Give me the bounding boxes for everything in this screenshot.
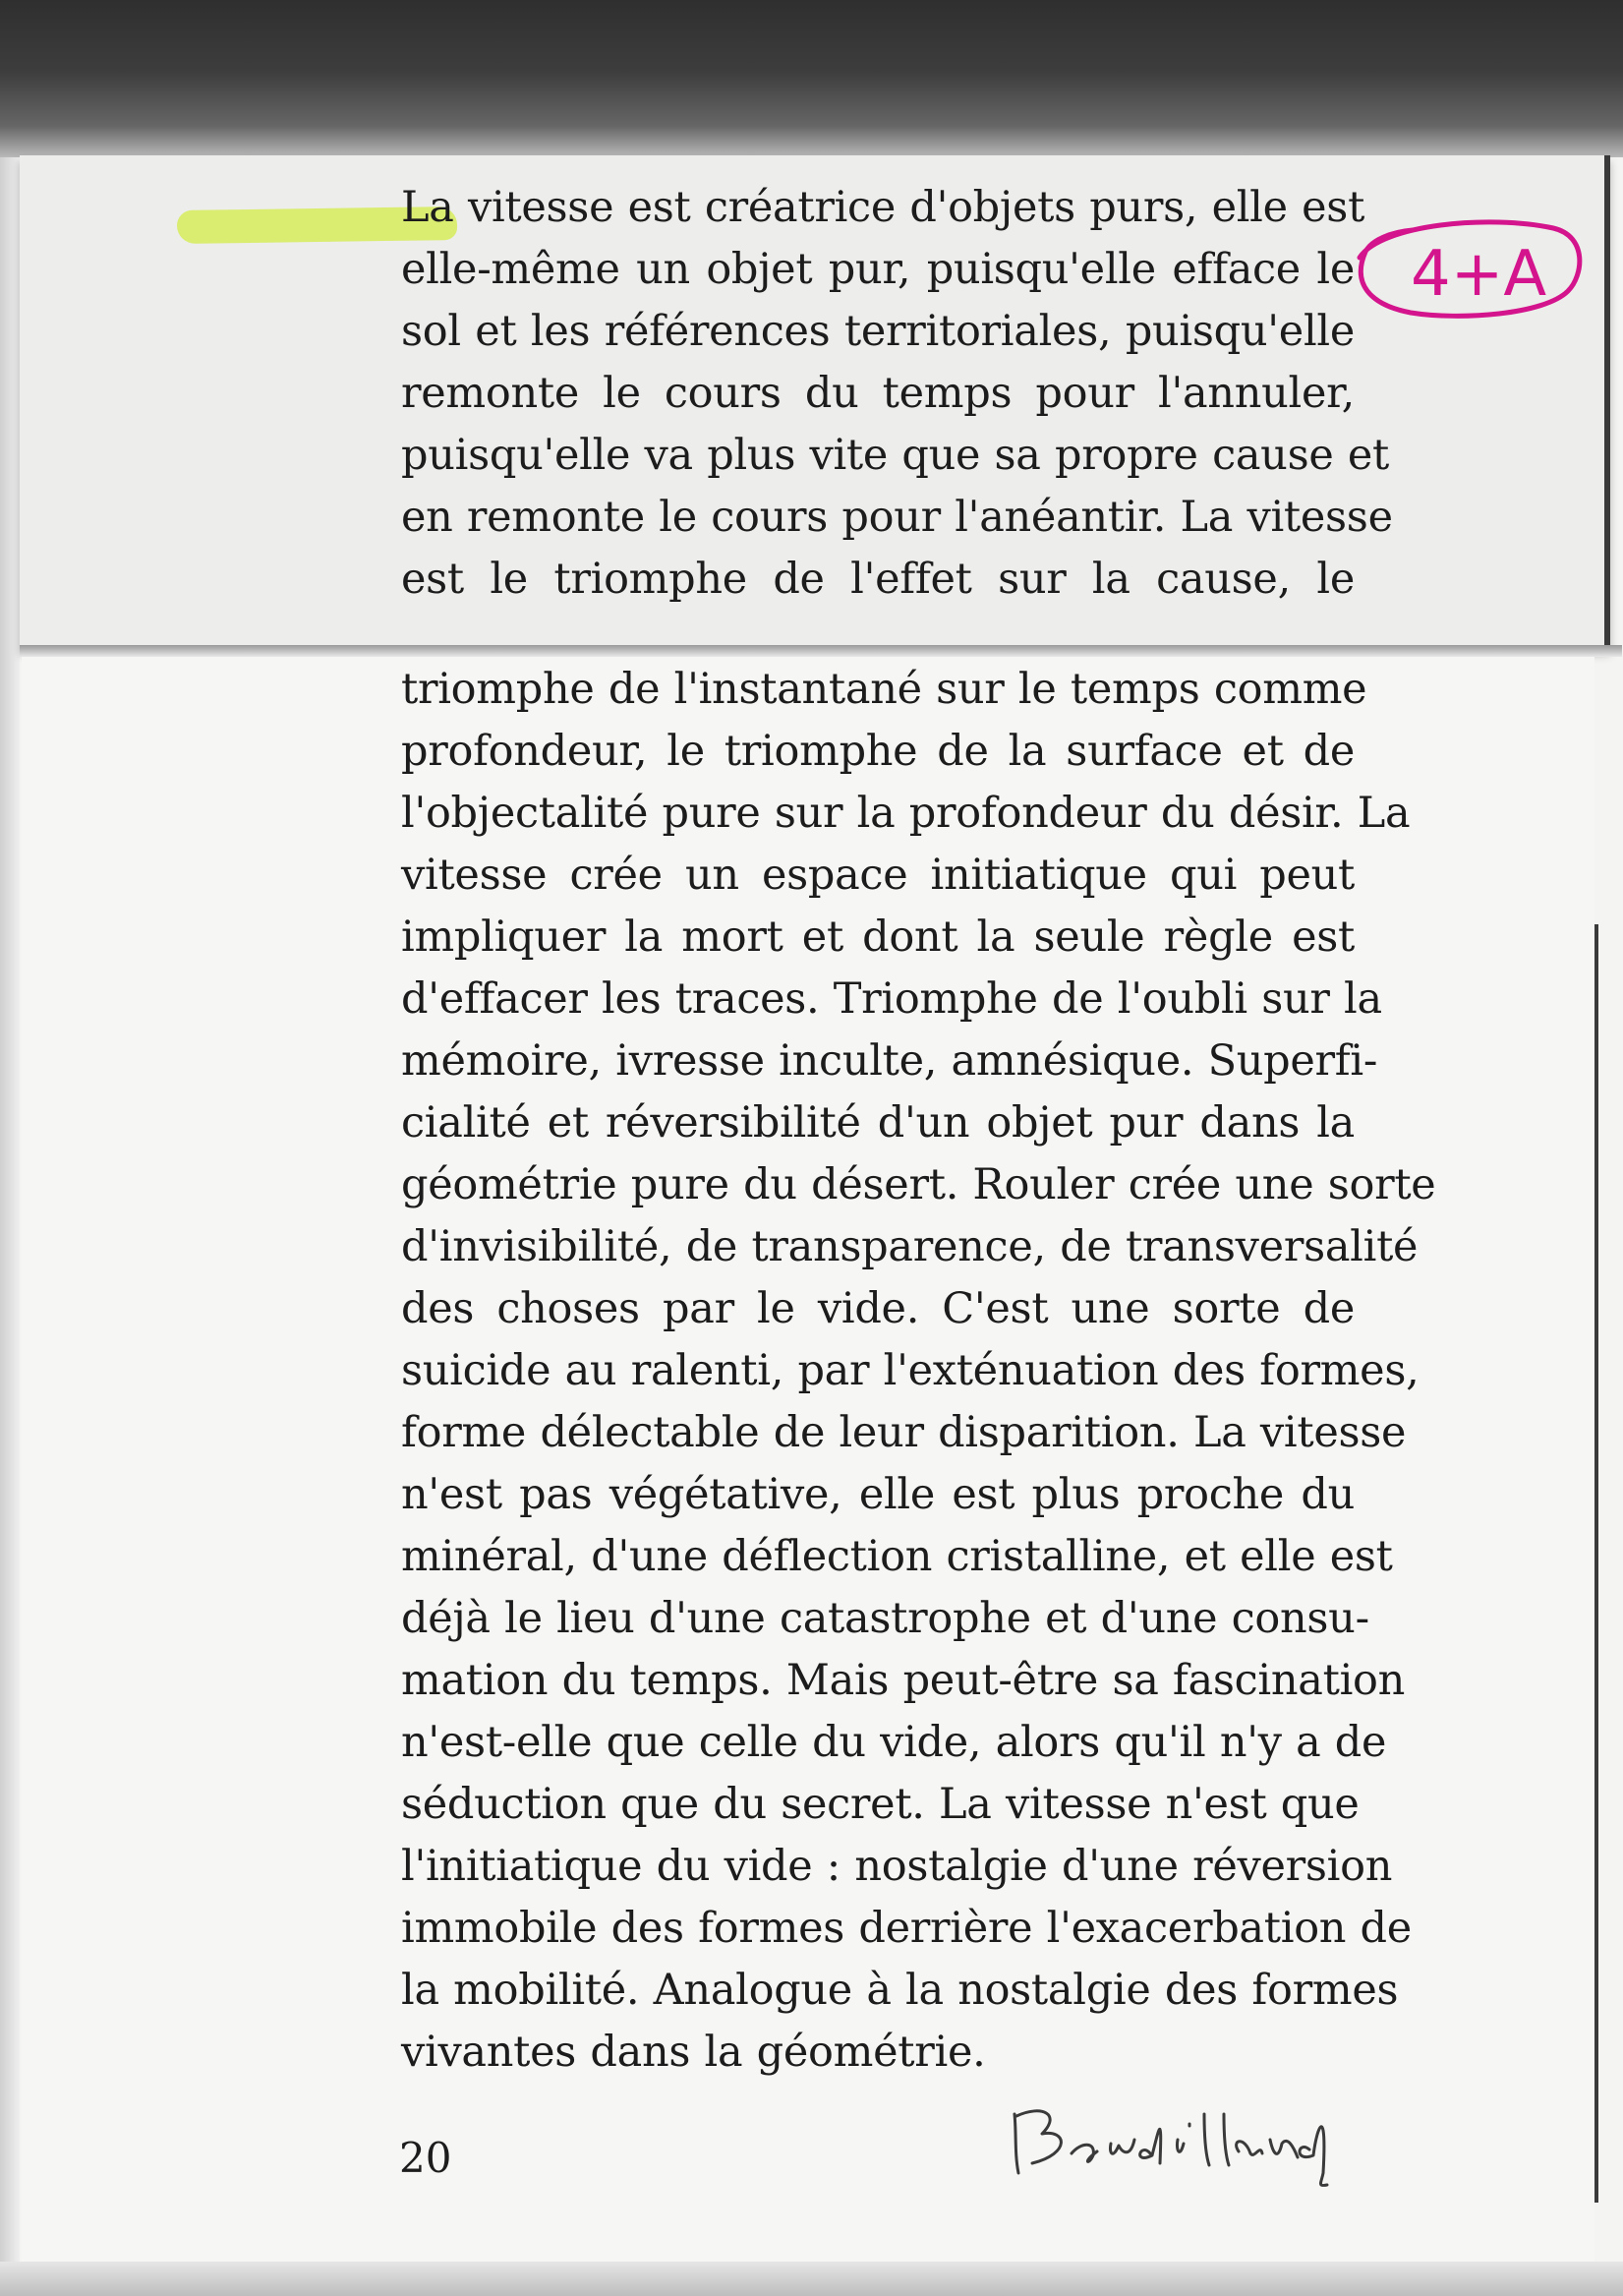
- text-line: la mobilité. Analogue à la nostalgie des formes: [401, 1966, 1399, 2015]
- text-line: vivantes dans la géométrie.: [401, 2028, 986, 2077]
- text-line: suicide au ralenti, par l'exténuation des formes,: [401, 1346, 1420, 1395]
- text-line: l'objectalité pure sur la profondeur du désir. La: [401, 789, 1411, 838]
- text-line: mémoire, ivresse inculte, amnésique. Superfi-: [401, 1036, 1378, 1086]
- text-line: est le triomphe de l'effet sur la cause, le: [401, 555, 1355, 604]
- text-line: n'est-elle que celle du vide, alors qu'il n'y a de: [401, 1718, 1387, 1767]
- text-line: n'est pas végétative, elle est plus proche du: [401, 1470, 1355, 1519]
- text-line: La vitesse est créatrice d'objets purs, elle est: [401, 183, 1365, 232]
- upper-paragraph: [401, 177, 1393, 611]
- text-line: des choses par le vide. C'est une sorte de: [401, 1284, 1355, 1333]
- left-margin-shadow: [0, 157, 20, 2296]
- text-line: séduction que du secret. La vitesse n'est que: [401, 1780, 1360, 1829]
- bottom-edge-band: [0, 2262, 1623, 2296]
- text-line: vitesse crée un espace initiatique qui peut: [401, 851, 1355, 900]
- text-line: cialité et réversibilité d'un objet pur dans la: [401, 1098, 1355, 1148]
- right-edge-line: [1594, 924, 1598, 2203]
- photocopy-dark-band: [0, 0, 1623, 157]
- text-line: l'initiatique du vide : nostalgie d'une réversion: [401, 1842, 1393, 1891]
- text-line: sol et les références territoriales, puisqu'elle: [401, 307, 1355, 356]
- signature: [1003, 2085, 1455, 2193]
- annotation-text: 4+A: [1411, 238, 1547, 311]
- text-line: géométrie pure du désert. Rouler crée une sorte: [401, 1160, 1436, 1209]
- text-line: impliquer la mort et dont la seule règle est: [401, 913, 1355, 962]
- text-line: triomphe de l'instantané sur le temps comme: [401, 665, 1367, 714]
- text-line: immobile des formes derrière l'exacerbation de: [401, 1904, 1412, 1953]
- text-line: déjà le lieu d'une catastrophe et d'une consu-: [401, 1594, 1369, 1643]
- strip-edge-shadow: [20, 645, 1622, 657]
- text-line: minéral, d'une déflection cristalline, et elle est: [401, 1532, 1393, 1581]
- text-line: d'invisibilité, de transparence, de transversalité: [401, 1222, 1419, 1271]
- text-line: remonte le cours du temps pour l'annuler,: [401, 369, 1355, 418]
- text-line: profondeur, le triomphe de la surface et de: [401, 727, 1355, 776]
- page-number: 20: [399, 2134, 452, 2182]
- text-line: mation du temps. Mais peut-être sa fascination: [401, 1656, 1406, 1705]
- text-line: puisqu'elle va plus vite que sa propre cause et: [401, 431, 1389, 480]
- text-line: elle-même un objet pur, puisqu'elle efface le: [401, 245, 1355, 294]
- lower-paragraph: [401, 659, 1436, 2084]
- text-line: en remonte le cours pour l'anéantir. La vitesse: [401, 493, 1393, 542]
- handwritten-annotation: [1352, 218, 1588, 324]
- text-line: d'effacer les traces. Triomphe de l'oubli sur la: [401, 974, 1382, 1024]
- text-line: forme délectable de leur disparition. La vitesse: [401, 1408, 1407, 1457]
